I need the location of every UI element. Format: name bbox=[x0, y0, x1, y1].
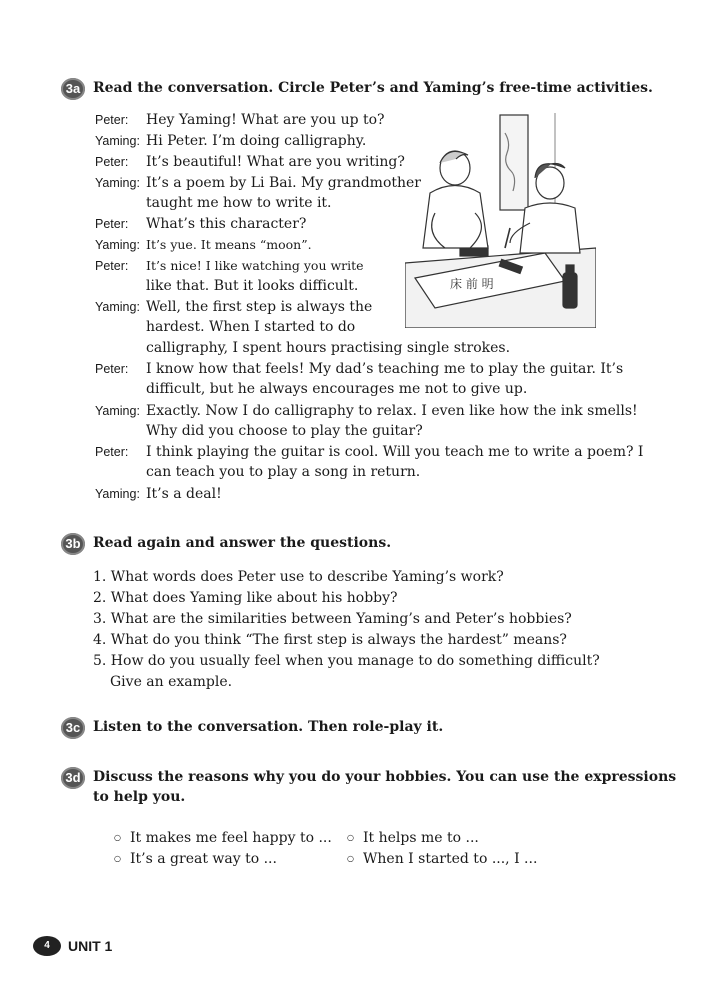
question-item-continuation: Give an example. bbox=[110, 674, 233, 690]
unit-label: UNIT 1 bbox=[68, 938, 113, 954]
section-3d-heading: Discuss the reasons why you do your hobbies. You can use the expressions bbox=[93, 769, 677, 785]
dialogue-line: like that. But it looks difficult. bbox=[146, 278, 359, 294]
speaker-label: Peter: bbox=[95, 155, 129, 169]
dialogue-line: Well, the first step is always the bbox=[146, 299, 373, 315]
speaker-label: Peter: bbox=[95, 217, 129, 231]
speaker-label: Yaming: bbox=[95, 176, 140, 190]
dialogue-line: It’s nice! I like watching you write bbox=[146, 258, 364, 273]
section-3b-badge: 3b bbox=[61, 533, 85, 555]
section-3b-heading: Read again and answer the questions. bbox=[93, 535, 392, 551]
speaker-label: Yaming: bbox=[95, 134, 140, 148]
speaker-label: Peter: bbox=[95, 113, 129, 127]
dialogue-line: What’s this character? bbox=[146, 216, 307, 232]
page-number: 4 bbox=[33, 936, 61, 956]
dialogue-line: hardest. When I started to do bbox=[146, 319, 356, 335]
svg-text:床 前 明: 床 前 明 bbox=[450, 277, 494, 291]
speaker-label: Peter: bbox=[95, 259, 129, 273]
question-item: 5. How do you usually feel when you manage to do something difficult? bbox=[93, 653, 600, 669]
section-3a-badge: 3a bbox=[61, 78, 85, 100]
section-3d-badge: 3d bbox=[61, 767, 85, 789]
expression-item: ○ When I started to ..., I ... bbox=[363, 849, 537, 869]
calligraphy-illustration bbox=[405, 113, 596, 328]
expression-item: ○ It makes me feel happy to ... bbox=[130, 828, 332, 848]
expression-item: ○ It helps me to ... bbox=[363, 828, 479, 848]
speaker-label: Yaming: bbox=[95, 238, 140, 252]
speaker-label: Yaming: bbox=[95, 487, 140, 501]
dialogue-line: Hi Peter. I’m doing calligraphy. bbox=[146, 133, 367, 149]
speaker-label: Yaming: bbox=[95, 404, 140, 418]
dialogue-line: It’s a poem by Li Bai. My grandmother bbox=[146, 175, 421, 191]
dialogue-line: It’s a deal! bbox=[146, 486, 222, 502]
dialogue-line: Why did you choose to play the guitar? bbox=[146, 423, 423, 439]
question-item: 1. What words does Peter use to describe Yaming’s work? bbox=[93, 569, 504, 585]
question-item: 4. What do you think “The first step is always the hardest” means? bbox=[93, 632, 567, 648]
speaker-label: Peter: bbox=[95, 362, 129, 376]
speaker-label: Yaming: bbox=[95, 300, 140, 314]
section-3a-heading: Read the conversation. Circle Peter’s and Yaming’s free-time activities. bbox=[93, 80, 653, 96]
dialogue-line: can teach you to play a song in return. bbox=[146, 464, 421, 480]
speaker-label: Peter: bbox=[95, 445, 129, 459]
question-item: 3. What are the similarities between Yaming’s and Peter’s hobbies? bbox=[93, 611, 572, 627]
question-item: 2. What does Yaming like about his hobby? bbox=[93, 590, 398, 606]
dialogue-line: Exactly. Now I do calligraphy to relax. I even like how the ink smells! bbox=[146, 403, 638, 419]
dialogue-line: It’s beautiful! What are you writing? bbox=[146, 154, 405, 170]
dialogue-line: calligraphy, I spent hours practising single strokes. bbox=[146, 340, 511, 356]
expression-item: ○ It’s a great way to ... bbox=[130, 849, 277, 869]
dialogue-line: Hey Yaming! What are you up to? bbox=[146, 112, 385, 128]
dialogue-line: It’s yue. It means “moon”. bbox=[146, 237, 312, 252]
section-3d-heading-line2: to help you. bbox=[93, 789, 186, 805]
dialogue-line: I think playing the guitar is cool. Will you teach me to write a poem? I bbox=[146, 444, 644, 460]
dialogue-line: taught me how to write it. bbox=[146, 195, 332, 211]
section-3c-badge: 3c bbox=[61, 717, 85, 739]
dialogue-line: I know how that feels! My dad’s teaching me to play the guitar. It’s bbox=[146, 361, 624, 377]
dialogue-line: difficult, but he always encourages me not to give up. bbox=[146, 381, 528, 397]
section-3c-heading: Listen to the conversation. Then role-play it. bbox=[93, 719, 444, 735]
